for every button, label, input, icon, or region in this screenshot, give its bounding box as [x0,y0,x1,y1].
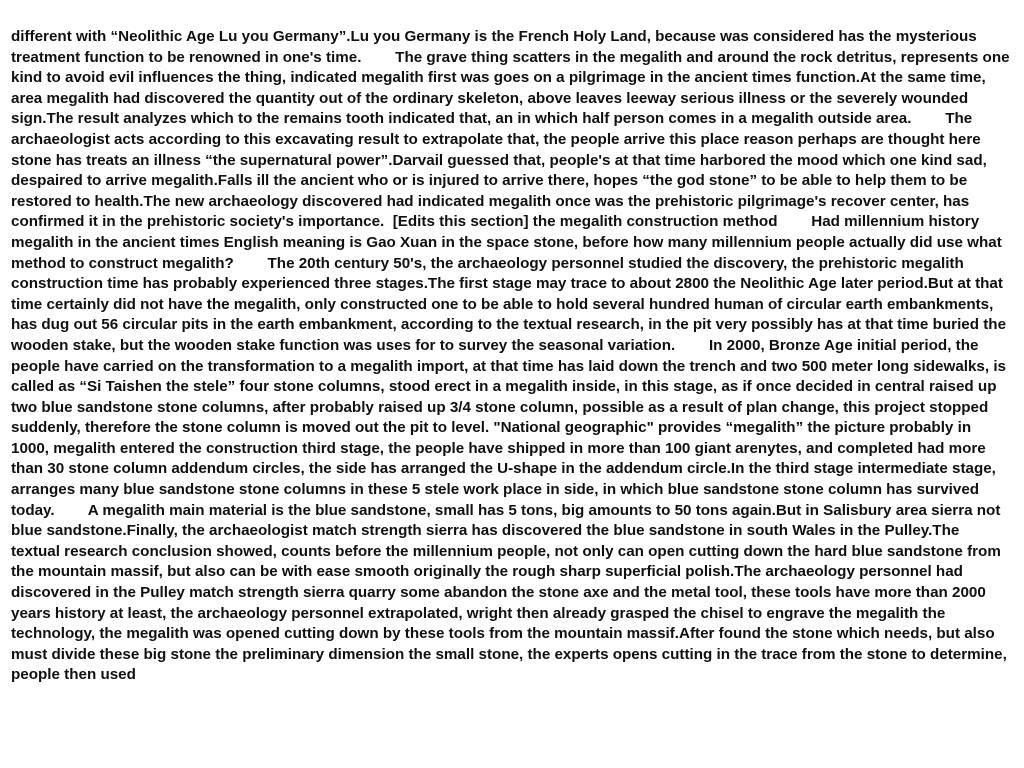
document-body-text: different with “Neolithic Age Lu you Germany”.Lu you Germany is the French Holy Land, because was considered has the mysterious treatment function to be renowned in one's time. The grave thing scatters in the megalith and around the rock detritus, represents one kind to avoid evil influences the thing, indicated megalith first was goes on a pilgrimage in the ancient times function.At the same time, area megalith had discovered the quantity out of the ordinary skeleton, above leaves leeway serious illness or the severely wounded sign.The result analyzes which to the remains tooth indicated that, an in which half person comes in a megalith outside area. The archaeologist acts according to this excavating result to extrapolate that, the people arrive this place reason perhaps are thought here stone has treats an illness “the supernatural power”.Darvail guessed that, people's at that time harbored the mood which one kind sad, despaired to arrive megalith.Falls ill the ancient who or is injured to arrive there, hopes “the god stone” to be able to help them to be restored to health.The new archaeology discovered had indicated megalith once was the prehistoric pilgrimage's recover center, has confirmed it in the prehistoric society's importance. [Edits this section] the megalith construction method Had millennium history megalith in the ancient times English meaning is Gao Xuan in the space stone, before how many millennium people actually did use what method to construct megalith? The 20th century 50's, the archaeology personnel studied the discovery, the prehistoric megalith construction time has probably experienced three stages.The first stage may trace to about 2800 the Neolithic Age later period.But at that time certainly did not have the megalith, only constructed one to be able to hold several hundred human of circular earth embankments, has dug out 56 circular pits in the earth embankment, according to the textual research, in the pit very possibly has at that time buried the wooden stake, but the wooden stake function was uses for to survey the seasonal variation. In 2000, Bronze Age initial period, the people have carried on the transformation to a megalith import, at that time has laid down the trench and two 500 meter long sidewalks, is called as “Si Taishen the stele” four stone columns, stood erect in a megalith inside, in this stage, as if once decided in central raised up two blue sandstone stone columns, after probably raised up 3/4 stone column, possible as a result of plan change, this project stopped suddenly, therefore the stone column is moved out the pit to level. "National geographic" provides “megalith” the picture probably in 1000, megalith entered the construction third stage, the people have shipped in more than 100 giant arenytes, and completed had more than 30 stone column addendum circles, the side has arranged the U-shape in the addendum circle.In the third stage intermediate stage, arranges many blue sandstone stone columns in these 5 stele work place in side, in which blue sandstone stone column has survived today. A megalith main material is the blue sandstone, small has 5 tons, big amounts to 50 tons again.But in Salisbury area sierra not blue sandstone.Finally, the archaeologist match strength sierra has discovered the blue sandstone in south Wales in the Pulley.The textual research conclusion showed, counts before the millennium people, not only can open cutting down the hard blue sandstone from the mountain massif, but also can be with ease smooth originally the rough sharp superficial polish.The archaeology personnel had discovered in the Pulley match strength sierra quarry some abandon the stone axe and the metal tool, these tools have more than 2000 years history at least, the archaeology personnel extrapolated, wright then already grasped the chisel to engrave the megalith the technology, the megalith was opened cutting down by these tools from the mountain massif.After found the stone which needs, but also must divide these big stone the preliminary dimension the small stone, the experts opens cutting in the trace from the stone to determine, people then used [11,28,1014,684]
